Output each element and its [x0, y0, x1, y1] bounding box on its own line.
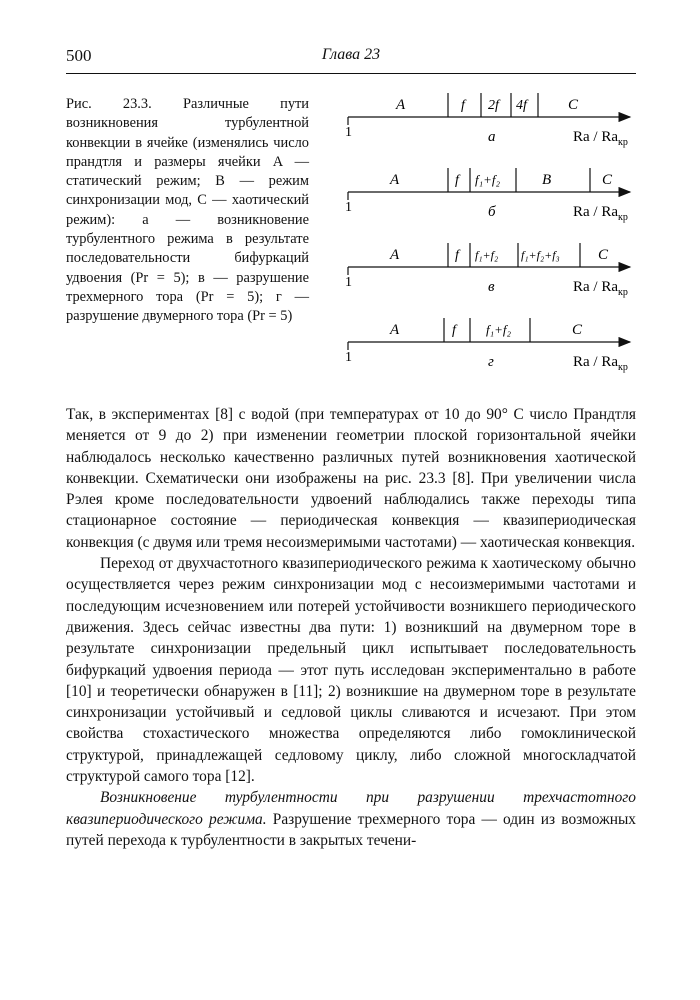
row-v-seg: f₁+f₂ — [475, 248, 499, 262]
row-v-label: в — [488, 279, 495, 295]
row-a-end-label: Ra / $Ra_{кр}$ — [573, 129, 628, 148]
row-v-seg: f₁+f₂+f₃ — [521, 248, 560, 262]
row-b-seg: A — [390, 172, 400, 188]
paragraph-3-italic-heading: Возникновение турбулентности при разрушении трехчастотного квазипериодического режима. — [66, 789, 636, 828]
row-a-start-label: 1 — [345, 125, 352, 140]
row-b-seg: C — [602, 172, 613, 188]
row-v-start-label: 1 — [345, 275, 352, 290]
row-g-seg: f — [452, 323, 456, 338]
row-a-seg: 4f — [516, 98, 527, 113]
row-v-seg: f — [455, 248, 459, 263]
paragraph-3 — [66, 787, 636, 851]
row-b — [345, 168, 630, 223]
row-g-seg: A — [390, 322, 400, 338]
paragraph-1: Так, в экспериментах [8] с водой (при температурах от 10 до 90° C число Прандтля меняется от 9 до 2) при изменении геометрии плоской горизонтальной ячейки наблюдалось несколько качественно различных путей возникновения хаотической конвекции. Схематически они изображены на рис. 23.3 [8]. При увеличении числа Рэлея кроме последовательности удвоений наблюдались также переходы типа стационарное состояние — периодическая конвекция — квазипериодическая конвекция (с двумя или тремя несоизмеримыми частотами) — хаотическая конвекция. — [66, 406, 636, 551]
row-v-seg: C — [598, 247, 609, 263]
running-title: Глава 23 — [321, 46, 381, 63]
caption-label: Рис. 23.3. — [66, 96, 152, 112]
row-b-label: б — [488, 204, 496, 220]
figure-svg — [340, 85, 640, 380]
row-a-label: а — [488, 129, 496, 145]
row-a-seg: A — [396, 97, 406, 113]
row-b-end-label: Ra / $Ra_{кр}$ — [573, 204, 628, 223]
page-header — [66, 46, 636, 72]
row-v-end-label: Ra / $Ra_{кр}$ — [573, 279, 628, 298]
row-g-end-label: Ra / $Ra_{кр}$ — [573, 354, 628, 373]
row-b-seg: B — [542, 172, 552, 188]
figure-caption — [66, 95, 309, 327]
body-text — [66, 404, 636, 851]
row-b-seg: f₁+f₂ — [475, 172, 501, 187]
row-b-seg: f — [455, 173, 459, 188]
row-b-start-label: 1 — [345, 200, 352, 215]
row-g-label: г — [488, 354, 494, 370]
header-rule — [66, 73, 636, 74]
paragraph-3-text: Разрушение трехмерного тора — один из возможных путей перехода к турбулентности в закрытых течени- — [66, 810, 636, 849]
figure-diagram — [340, 85, 640, 380]
row-a-seg: f — [461, 98, 465, 113]
row-a-seg: 2f — [488, 98, 499, 113]
row-g — [345, 318, 630, 373]
row-g-seg: f₁+f₂ — [486, 322, 512, 337]
row-g-seg: C — [572, 322, 583, 338]
row-g-start-label: 1 — [345, 350, 352, 365]
row-a-seg: C — [568, 97, 579, 113]
row-v-seg: A — [390, 247, 400, 263]
row-a — [345, 93, 630, 148]
caption-text: Различные пути возникновения турбулентной конвекции в ячейке (изменялись число прандтля и размеры ячейки A — статический режим; B — режим синхронизации мод, C — хаотический режим): а — возникновение турбулентного режима в результате последовательности бифуркаций удвоения (Pr = 5); в — разрушение трехмерного тора (Pr = 5); г — разрушение двумерного тора (Pr = 5) — [66, 96, 309, 325]
row-v — [345, 243, 630, 298]
page-number: 500 — [66, 46, 92, 65]
paragraph-2: Переход от двухчастотного квазипериодического режима к хаотическому обычно осуществляется через режим синхронизации мод с несоизмеримыми частотами и последующим исчезновением или потерей устойчивости возникшего периодического движения. Здесь сейчас известны два пути: 1) возникший на двумерном торе в результате синхронизации предельный цикл испытывает последовательность бифуркаций удвоения периода — этот путь исследован экспериментально в работе [10] и теоретически обнаружен в [11]; 2) возникшие на двумерном торе в результате синхронизации устойчивый и седловой циклы сливаются и исчезают. При этом свойства стохастического множества определяются либо гомоклинической структурой, принадлежащей седловому циклу, либо сложной многоскладчатой структурой самого тора [12]. — [66, 555, 636, 786]
